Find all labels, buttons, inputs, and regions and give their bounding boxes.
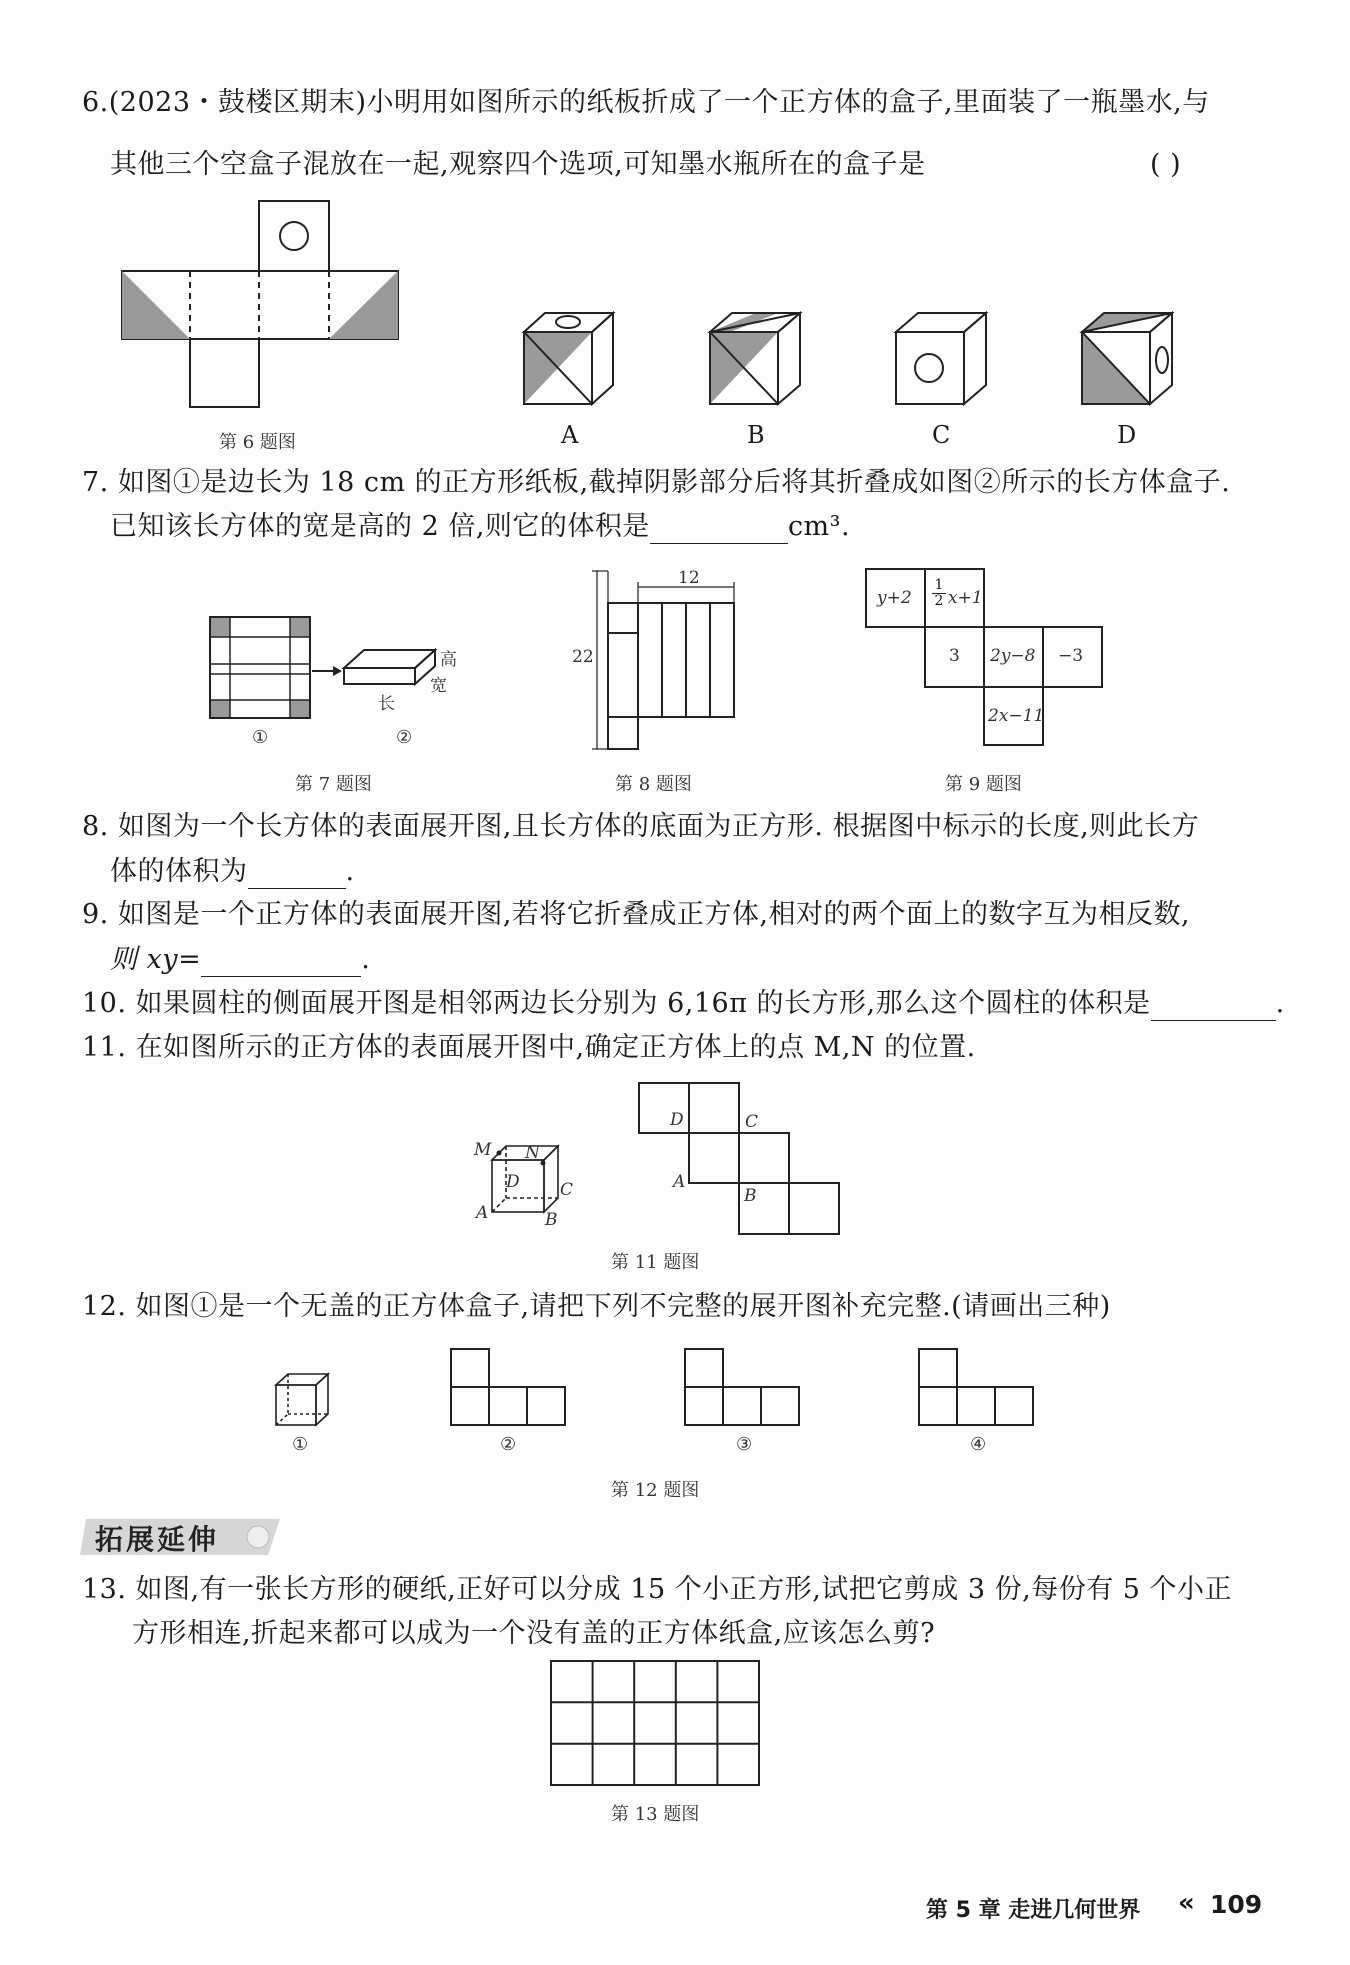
q11-cube-label-m: M xyxy=(474,1140,492,1160)
q11-net-label-a: A xyxy=(673,1172,686,1192)
q9-cell-b-rest: x+1 xyxy=(948,588,983,608)
q10-end: . xyxy=(1275,988,1285,1019)
q10-text: 10. 如果圆柱的侧面展开图是相邻两边长分别为 6,16π 的长方形,那么这个圆柱的体积是 xyxy=(82,988,1151,1019)
q7-label-width: 宽 xyxy=(430,676,447,696)
q7-label-height: 高 xyxy=(440,650,457,670)
q8-dim-left: 22 xyxy=(572,647,594,667)
q12-caption: 第 12 题图 xyxy=(611,1480,700,1501)
q12-label-2: ② xyxy=(500,1434,517,1455)
q12-line1: 12. 如图①是一个无盖的正方体盒子,请把下列不完整的展开图补充完整.(请画出三种) xyxy=(82,1291,1111,1322)
q6-option-d-label: D xyxy=(1117,421,1137,449)
q8-line2-end: . xyxy=(345,856,355,887)
footer-arrows: « xyxy=(1178,1888,1195,1918)
q9-line2-text: 则 xy= xyxy=(110,944,202,975)
q11-cube-label-d: D xyxy=(506,1172,520,1192)
q9-fraction-numerator: 1 xyxy=(934,577,944,593)
q6-option-b-label: B xyxy=(747,421,765,449)
q8-dim-top: 12 xyxy=(678,568,700,588)
q6-option-a-label: A xyxy=(561,421,579,449)
q7-label-fig2: ② xyxy=(396,727,413,748)
q12-label-1: ① xyxy=(292,1434,309,1455)
q8-line2-text: 体的体积为 xyxy=(110,856,248,887)
q9-cell-c: 3 xyxy=(949,646,960,666)
q13-line2: 方形相连,折起来都可以成为一个没有盖的正方体纸盒,应该怎么剪? xyxy=(132,1618,936,1649)
q9-cell-f: 2x−11 xyxy=(988,706,1045,726)
q11-cube-label-b: B xyxy=(545,1210,558,1230)
q7-label-fig1: ① xyxy=(252,727,269,748)
q9-fraction-denominator: 2 xyxy=(932,593,946,609)
q9-line2-end: . xyxy=(361,944,371,975)
q8-caption: 第 8 题图 xyxy=(615,774,692,795)
q11-line1: 11. 在如图所示的正方体的表面展开图中,确定正方体上的点 M,N 的位置. xyxy=(82,1032,976,1063)
q9-cell-d: 2y−8 xyxy=(990,646,1036,666)
q6-answer-paren: ( ) xyxy=(1150,149,1182,180)
q11-cube-label-n: N xyxy=(525,1143,540,1163)
q7-line1: 7. 如图①是边长为 18 cm 的正方形纸板,截掉阴影部分后将其折叠成如图②所示的长方体盒子. xyxy=(82,467,1231,498)
q11-net-label-c: C xyxy=(745,1112,759,1132)
q6-line2: 其他三个空盒子混放在一起,观察四个选项,可知墨水瓶所在的盒子是 xyxy=(110,149,926,180)
q11-cube-label-a: A xyxy=(476,1203,489,1223)
q8-line1: 8. 如图为一个长方体的表面展开图,且长方体的底面为正方形. 根据图中标示的长度,则此长方 xyxy=(82,811,1200,842)
q11-net-label-b: B xyxy=(744,1186,757,1206)
footer-chapter: 第 5 章 走进几何世界 xyxy=(926,1898,1141,1923)
q12-label-3: ③ xyxy=(736,1434,753,1455)
q9-line1: 9. 如图是一个正方体的表面展开图,若将它折叠成正方体,相对的两个面上的数字互为相反数, xyxy=(82,899,1191,930)
section-title: 拓展延伸 xyxy=(95,1523,220,1556)
q13-line1: 13. 如图,有一张长方形的硬纸,正好可以分成 15 个小正方形,试把它剪成 3 份,每份有 5 个小正 xyxy=(82,1574,1233,1605)
q12-label-4: ④ xyxy=(970,1434,987,1455)
q6-caption: 第 6 题图 xyxy=(219,432,296,453)
q9-caption: 第 9 题图 xyxy=(945,774,1022,795)
q9-cell-e: −3 xyxy=(1058,646,1084,666)
q7-caption: 第 7 题图 xyxy=(295,774,372,795)
q9-cell-a: y+2 xyxy=(877,588,912,608)
page-number: 109 xyxy=(1210,1890,1263,1919)
q11-caption: 第 11 题图 xyxy=(611,1252,700,1273)
q6-line1: 6.(2023・鼓楼区期末)小明用如图所示的纸板折成了一个正方体的盒子,里面装了一瓶墨水,与 xyxy=(82,87,1210,118)
q13-caption: 第 13 题图 xyxy=(611,1804,700,1825)
q7-line2-text: 已知该长方体的宽是高的 2 倍,则它的体积是 xyxy=(110,511,650,542)
q11-cube-label-c: C xyxy=(560,1180,574,1200)
q7-label-length: 长 xyxy=(378,694,395,714)
q6-option-c-label: C xyxy=(932,421,951,449)
q7-unit: cm³. xyxy=(787,511,851,542)
q11-net-label-d: D xyxy=(670,1110,684,1130)
